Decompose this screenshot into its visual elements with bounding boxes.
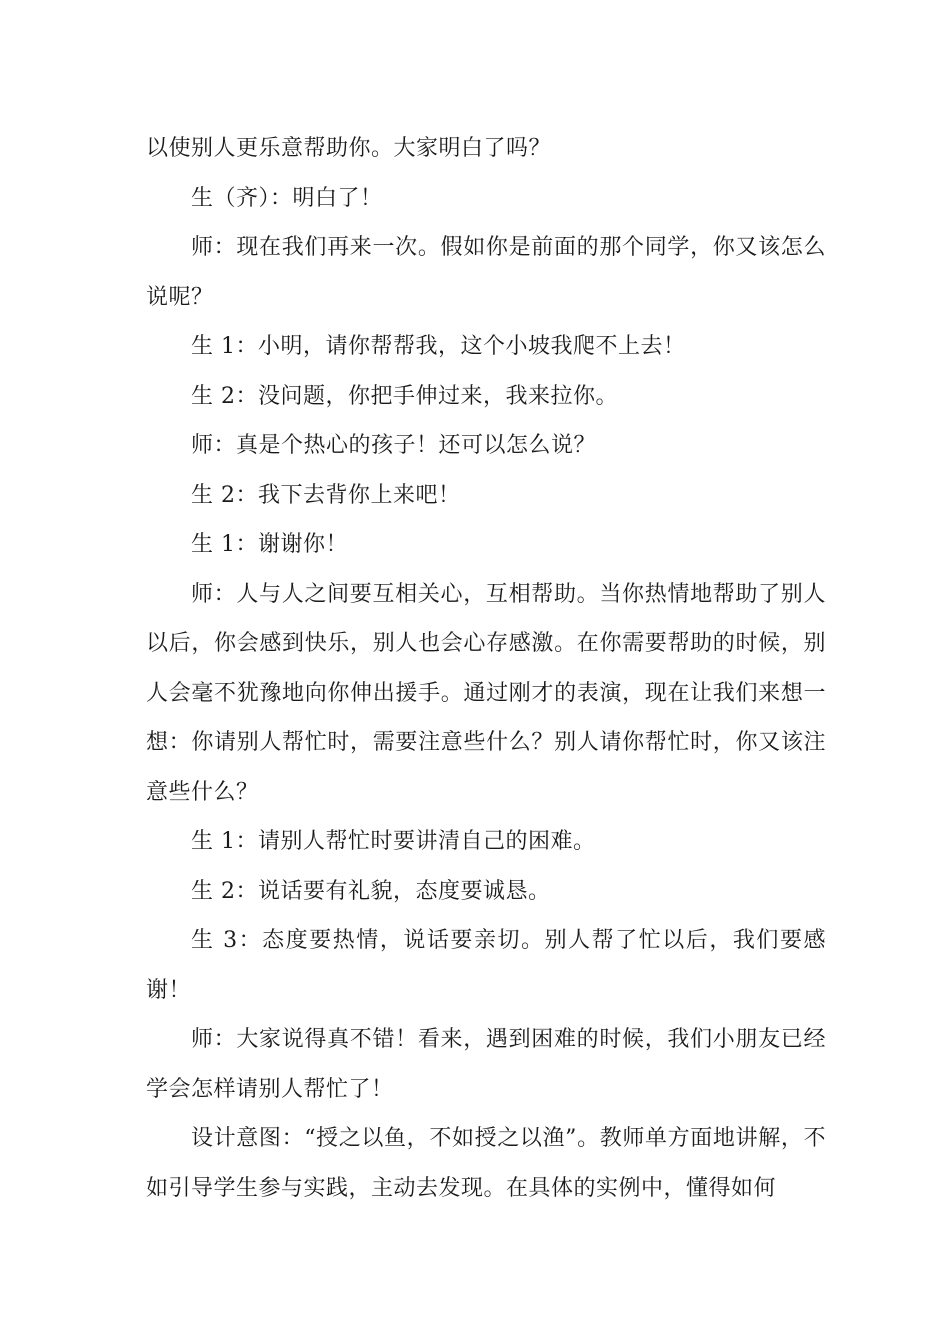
paragraph-continuation: 以使别人更乐意帮助你。大家明白了吗？ bbox=[146, 136, 552, 161]
paragraph-student2-answer: 生 2：没问题，你把手伸过来，我来拉你。 bbox=[191, 383, 618, 409]
paragraph-student1-request: 生 1：小明，请你帮帮我，这个小坡我爬不上去！ bbox=[191, 334, 686, 359]
paragraph-student1-thanks: 生 1：谢谢你！ bbox=[191, 532, 348, 557]
document-body bbox=[146, 124, 826, 1213]
paragraph-teacher-praise: 师：真是个热心的孩子！还可以怎么说？ bbox=[191, 433, 597, 458]
paragraph-teacher-summary: 师：人与人之间要互相关心，互相帮助。当你热情地帮助了别人以后，你会感到快乐，别人也会心存感激。在你需要帮助的时候，别人会毫不犹豫地向你伸出援手。通过刚才的表演，现在让我们来想一想：你请别人帮忙时，需要注意些什么？别人请你帮忙时，你又该注意些什么？ bbox=[146, 581, 826, 805]
paragraph-design-intent: 设计意图：“授之以鱼，不如授之以渔”。教师单方面地讲解，不如引导学生参与实践，主动去发现。在具体的实例中，懂得如何 bbox=[146, 1126, 826, 1201]
paragraph-teacher-prompt: 师：现在我们再来一次。假如你是前面的那个同学，你又该怎么说呢？ bbox=[146, 235, 826, 310]
paragraph-teacher-conclusion: 师：大家说得真不错！看来，遇到困难的时候，我们小朋友已经学会怎样请别人帮忙了！ bbox=[146, 1027, 826, 1102]
paragraph-student1-point: 生 1：请别人帮忙时要讲清自己的困难。 bbox=[191, 829, 596, 854]
paragraph-student2-offer: 生 2：我下去背你上来吧！ bbox=[191, 482, 461, 508]
paragraph-students-reply: 生（齐）：明白了！ bbox=[191, 185, 383, 211]
paragraph-student2-point: 生 2：说话要有礼貌，态度要诚恳。 bbox=[191, 878, 551, 904]
paragraph-student3-point: 生 3：态度要热情，说话要亲切。别人帮了忙以后，我们要感谢！ bbox=[146, 928, 826, 1003]
